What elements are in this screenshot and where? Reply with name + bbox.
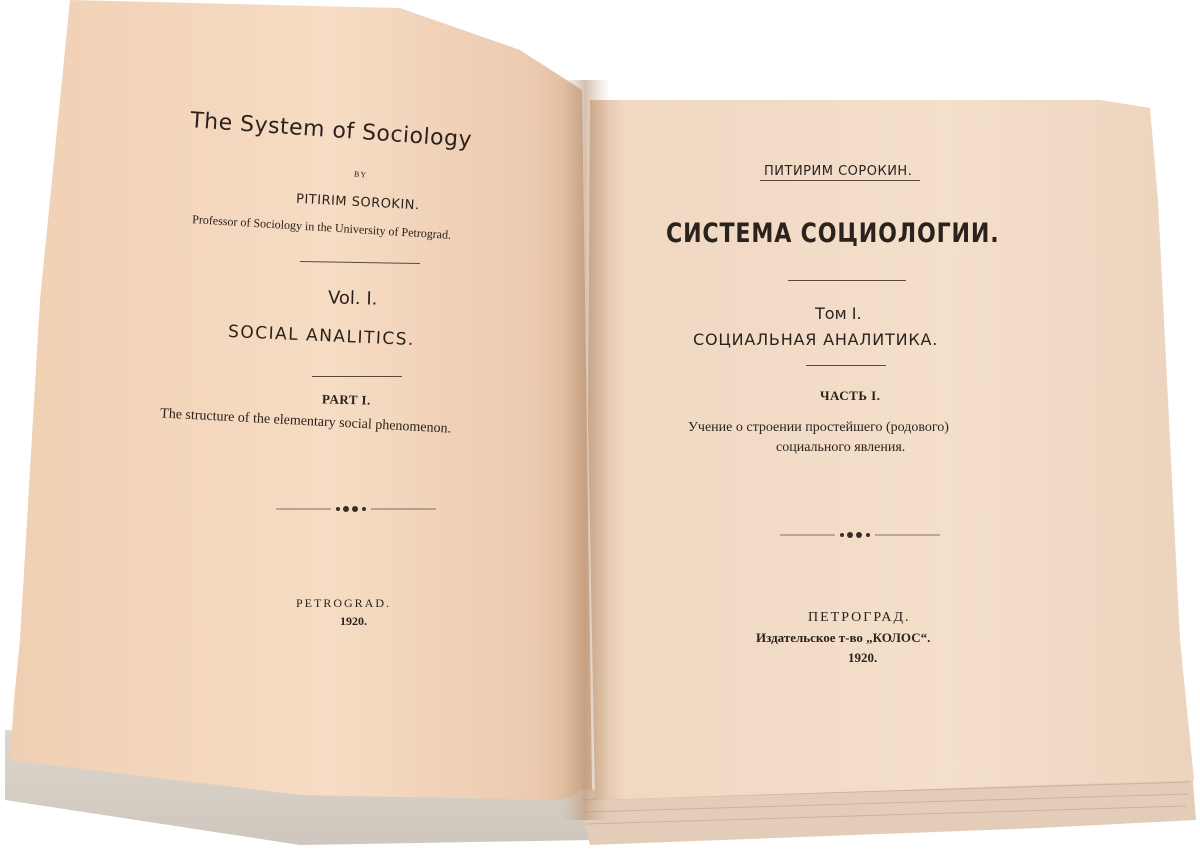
right-divider-2	[806, 365, 886, 366]
right-year: 1920.	[848, 650, 878, 665]
right-volume-title: СОЦИАЛЬНАЯ АНАЛИТИКА.	[693, 330, 939, 349]
right-author-underline	[760, 180, 920, 181]
right-part: ЧАСТЬ I.	[820, 388, 881, 403]
left-author: PITIRIM SOROKIN.	[295, 191, 420, 214]
right-city: ПЕТРОГРАД.	[808, 610, 911, 625]
left-volume-title: SOCIAL ANALITICS.	[227, 321, 416, 351]
right-book-title: СИСТЕМА СОЦИОЛОГИИ.	[666, 218, 1000, 249]
left-divider-2	[312, 376, 402, 377]
right-ornament-icon	[780, 530, 940, 540]
right-part-title-line1: Учение о строении простейшего (родового)	[688, 420, 949, 435]
right-volume: Том I.	[815, 304, 862, 323]
left-year: 1920.	[340, 614, 367, 628]
left-ornament-icon	[276, 504, 436, 514]
right-divider-1	[788, 280, 906, 281]
left-part: PART I.	[321, 391, 371, 408]
left-city: PETROGRAD.	[296, 596, 392, 610]
left-book-title: The System of Sociology	[189, 108, 473, 153]
right-author: ПИТИРИМ СОРОКИН.	[764, 164, 913, 179]
left-volume: Vol. I.	[327, 287, 378, 310]
left-by-label: BY	[353, 169, 368, 180]
left-affiliation: Professor of Sociology in the University of Petrograd.	[191, 212, 452, 242]
right-part-title-line2: социального явления.	[776, 440, 906, 455]
left-part-title: The structure of the elementary social phenomenon.	[159, 406, 452, 437]
right-publisher: Издательское т-во „КОЛОС“.	[756, 630, 931, 645]
